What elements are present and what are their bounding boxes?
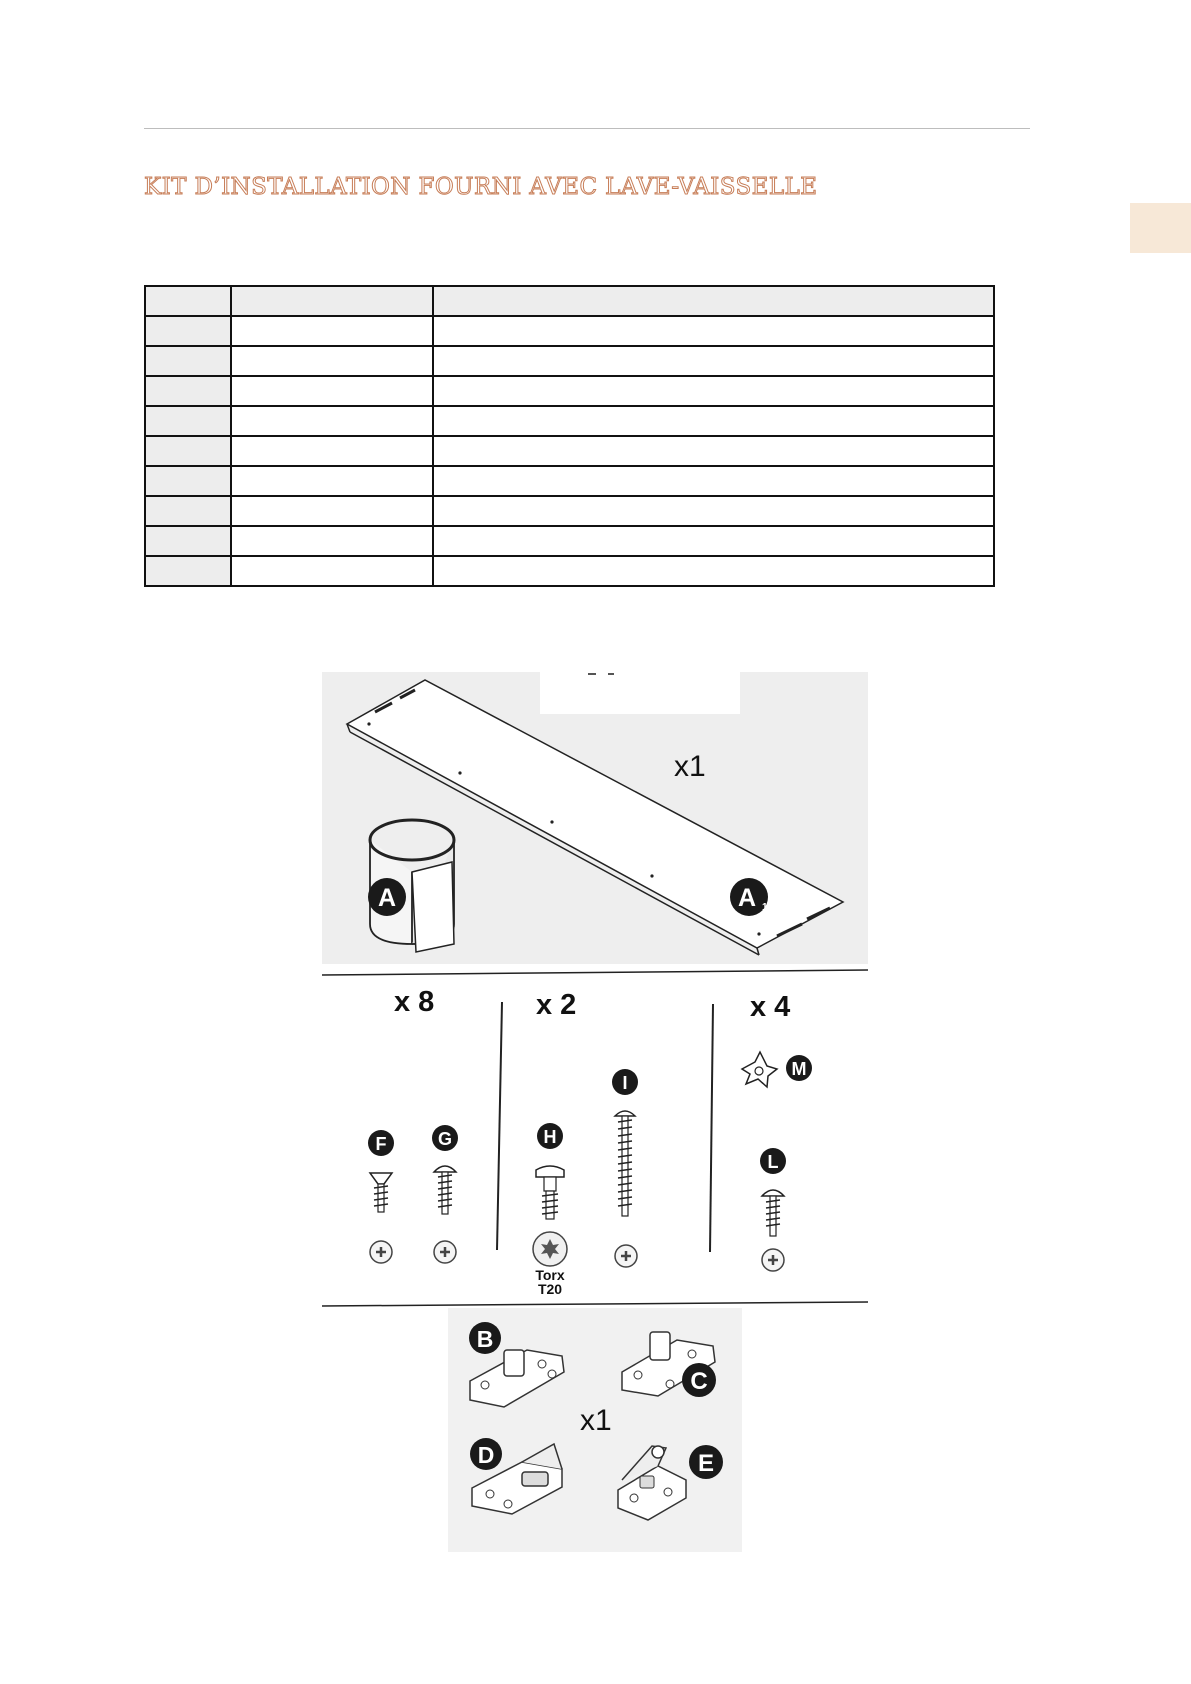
side-tab — [1130, 203, 1191, 253]
divider-screws-2 — [710, 1004, 713, 1252]
table-row — [145, 526, 994, 556]
svg-text:E: E — [697, 1450, 715, 1477]
section-strip-and-tape — [322, 672, 868, 964]
table-cell — [231, 466, 433, 496]
svg-text:G: G — [437, 1129, 453, 1149]
table-row — [145, 346, 994, 376]
table-cell — [145, 436, 231, 466]
clip-m — [742, 1052, 812, 1087]
section-screws — [368, 986, 812, 1297]
section-brackets — [448, 1308, 742, 1552]
table-cell — [231, 286, 433, 316]
torx-label-line1: Torx — [535, 1267, 565, 1283]
table-cell — [433, 316, 994, 346]
group2-quantity: x 2 — [536, 989, 577, 1021]
table-cell — [145, 376, 231, 406]
table-row — [145, 316, 994, 346]
table-cell — [145, 286, 231, 316]
table-cell — [231, 316, 433, 346]
table-row — [145, 466, 994, 496]
table-cell — [433, 556, 994, 586]
group3-quantity: x 4 — [750, 991, 791, 1023]
table-row — [145, 406, 994, 436]
svg-text:1: 1 — [762, 902, 768, 913]
table-cell — [433, 526, 994, 556]
svg-text:D: D — [477, 1442, 495, 1468]
screw-l — [760, 1148, 786, 1271]
table-cell — [231, 556, 433, 586]
strip-quantity: x1 — [674, 750, 706, 783]
svg-text:F: F — [375, 1134, 387, 1154]
table-header-row — [145, 286, 994, 316]
bracket-quantity: x1 — [580, 1404, 612, 1437]
table-cell — [145, 556, 231, 586]
svg-text:A: A — [377, 884, 397, 912]
svg-text:A: A — [737, 884, 757, 912]
page-title: KIT D’INSTALLATION FOURNI AVEC LAVE-VAISSELLE — [144, 174, 818, 200]
svg-text:I: I — [622, 1073, 628, 1093]
screw-g — [432, 1125, 458, 1263]
svg-text:M: M — [791, 1059, 807, 1079]
table-cell — [433, 376, 994, 406]
header-rule — [144, 128, 1030, 129]
table-cell — [433, 286, 994, 316]
svg-text:B: B — [476, 1326, 494, 1352]
svg-text:L: L — [767, 1152, 779, 1172]
table-cell — [433, 346, 994, 376]
divider-screws-1 — [497, 1002, 502, 1250]
divider-2 — [322, 1302, 868, 1306]
table-cell — [433, 466, 994, 496]
group1-quantity: x 8 — [394, 986, 435, 1018]
torx-label-line2: T20 — [537, 1281, 563, 1297]
table-row — [145, 436, 994, 466]
installation-kit-figure — [322, 672, 868, 1552]
table-cell — [145, 496, 231, 526]
table-cell — [231, 526, 433, 556]
table-cell — [231, 406, 433, 436]
table-cell — [433, 496, 994, 526]
svg-text:H: H — [543, 1127, 557, 1147]
installation-kit-table — [144, 285, 995, 587]
table-cell — [145, 346, 231, 376]
table-cell — [231, 346, 433, 376]
table-cell — [231, 376, 433, 406]
table-cell — [145, 466, 231, 496]
svg-text:C: C — [690, 1368, 708, 1395]
table-cell — [433, 406, 994, 436]
divider-1 — [322, 970, 868, 975]
table-cell — [433, 436, 994, 466]
table-cell — [145, 406, 231, 436]
table-cell — [145, 316, 231, 346]
table-cell — [231, 436, 433, 466]
table-row — [145, 556, 994, 586]
table-row — [145, 376, 994, 406]
screw-f — [368, 1130, 394, 1263]
screw-h — [533, 1123, 567, 1297]
screw-i — [612, 1069, 638, 1267]
table-cell — [145, 526, 231, 556]
table-cell — [231, 496, 433, 526]
table-row — [145, 496, 994, 526]
